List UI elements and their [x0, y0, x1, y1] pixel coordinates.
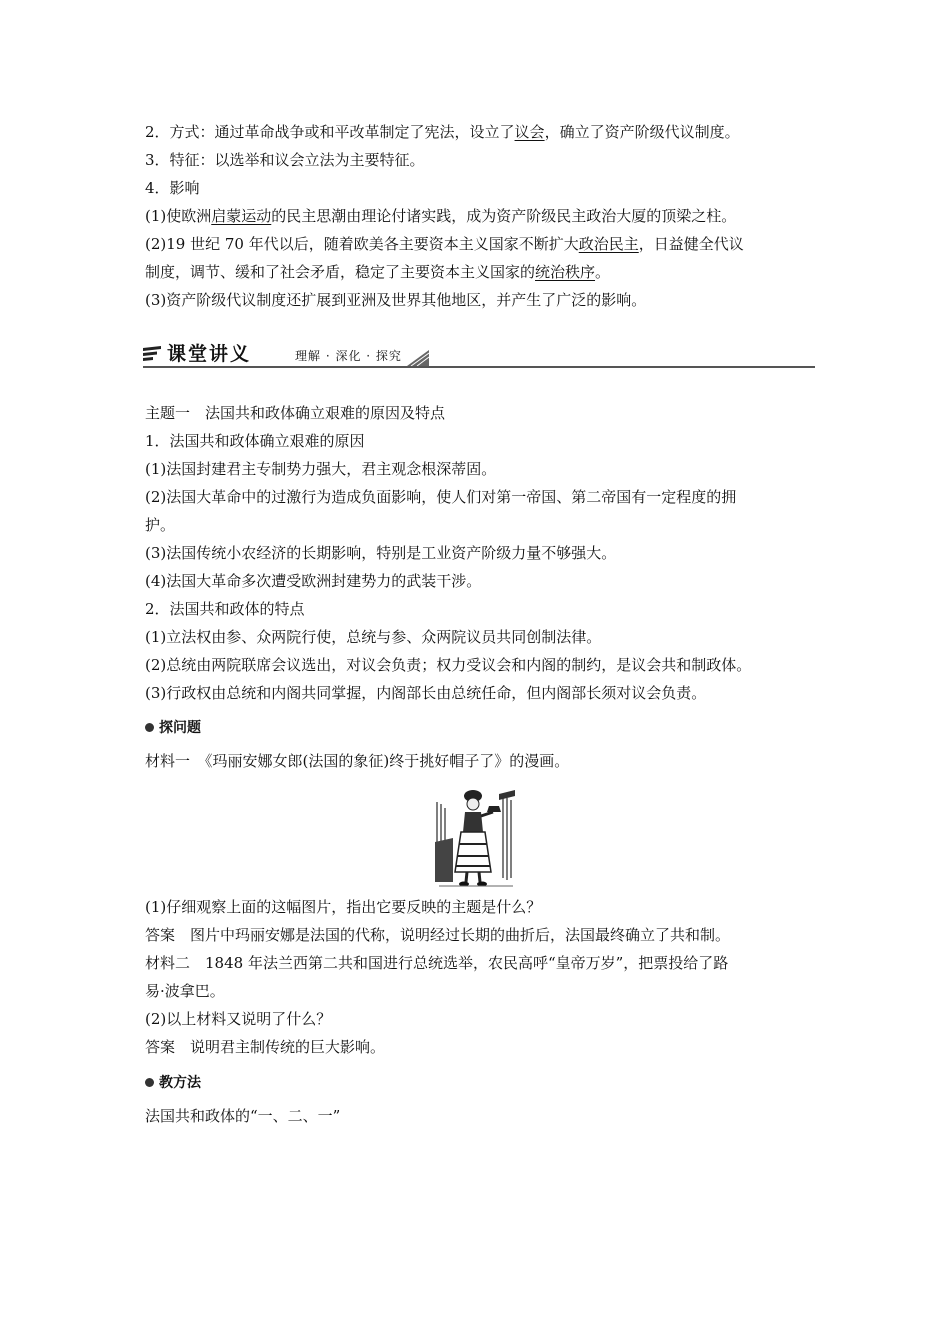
text-line: (3)行政权由总统和内阁共同掌握，内阁部长由总统任命，但内阁部长须对议会负责。 — [145, 684, 707, 702]
marianne-cartoon-illustration — [433, 782, 517, 890]
method-heading — [145, 1072, 201, 1094]
underlined-term: 政治民主 — [578, 235, 639, 253]
banner-title: 课堂讲义 — [167, 343, 252, 365]
text-line: (4)法国大革命多次遭受欧洲封建势力的武装干涉。 — [145, 572, 482, 590]
answer-two: 答案 说明君主制传统的巨大影响。 — [145, 1038, 386, 1056]
section-label: 教方法 — [159, 1075, 201, 1091]
section-banner — [143, 340, 815, 370]
text-line-impact-3: (3)资产阶级代议制度还扩展到亚洲及世界其他地区，并产生了广泛的影响。 — [145, 291, 647, 309]
text-span: 。 — [595, 263, 611, 281]
text-span: ，确立了资产阶级代议制度。 — [544, 123, 740, 141]
text-line-method — [145, 121, 740, 143]
bullet-dot-icon — [145, 723, 154, 732]
stripes-icon — [143, 346, 161, 364]
topic-heading: 主题一 法国共和政体确立艰难的原因及特点 — [145, 404, 446, 422]
answer-one: 答案 图片中玛丽安娜是法国的代称，说明经过长期的曲折后，法国最终确立了共和制。 — [145, 926, 731, 944]
method-line: 法国共和政体的“一、二、一” — [145, 1107, 341, 1125]
text-span: (2)19 世纪 70 年代以后，随着欧美各主要资本主义国家不断扩大 — [145, 235, 579, 253]
text-line-impact-2b — [145, 261, 610, 283]
text-line: (2)总统由两院联席会议选出，对议会负责；权力受议会和内阁的制约，是议会共和制政体。 — [145, 656, 752, 674]
text-line: 2．法国共和政体的特点 — [145, 600, 305, 618]
text-span: 2．方式：通过革命战争或和平改革制定了宪法，设立了 — [145, 123, 515, 141]
text-line-feature: 3．特征：以选举和议会立法为主要特征。 — [145, 151, 425, 169]
material-one: 材料一 《玛丽安娜女郎(法国的象征)终于挑好帽子了》的漫画。 — [145, 752, 570, 770]
text-line: (2)法国大革命中的过激行为造成负面影响，使人们对第一帝国、第二帝国有一定程度的拥 — [145, 488, 737, 506]
banner-subtitle: 理解 · 深化 · 探究 — [295, 349, 402, 363]
underlined-term: 统治秩序 — [535, 263, 596, 281]
text-line-impact-1 — [145, 205, 736, 227]
text-line: (1)立法权由参、众两院行使，总统与参、众两院议员共同创制法律。 — [145, 628, 602, 646]
text-span: 制度，调节、缓和了社会矛盾，稳定了主要资本主义国家的 — [145, 263, 536, 281]
text-span: ，日益健全代议 — [638, 235, 744, 253]
question-two: (2)以上材料又说明了什么？ — [145, 1010, 332, 1028]
material-two-cont: 易·波拿巴。 — [145, 982, 225, 1000]
text-line-impact-heading: 4．影响 — [145, 179, 200, 197]
section-label: 探问题 — [159, 720, 201, 736]
banner-divider — [143, 366, 815, 368]
explore-heading — [145, 717, 201, 739]
bullet-dot-icon — [145, 1078, 154, 1087]
text-span: (1)使欧洲 — [145, 207, 212, 225]
text-line: 1．法国共和政体确立艰难的原因 — [145, 432, 365, 450]
material-two: 材料二 1848 年法兰西第二共和国进行总统选举，农民高呼“皇帝万岁”，把票投给了路 — [145, 954, 729, 972]
text-line: (3)法国传统小农经济的长期影响，特别是工业资产阶级力量不够强大。 — [145, 544, 617, 562]
text-line-impact-2a — [145, 233, 744, 255]
text-line: (1)法国封建君主专制势力强大，君主观念根深蒂固。 — [145, 460, 497, 478]
text-span: 的民主思潮由理论付诸实践，成为资产阶级民主政治大厦的顶梁之柱。 — [271, 207, 737, 225]
text-line: 护。 — [145, 516, 176, 534]
underlined-term: 议会 — [514, 123, 545, 141]
underlined-term: 启蒙运动 — [211, 207, 272, 225]
question-one: (1)仔细观察上面的这幅图片，指出它要反映的主题是什么？ — [145, 898, 542, 916]
triangle-decoration-icon — [407, 350, 429, 366]
